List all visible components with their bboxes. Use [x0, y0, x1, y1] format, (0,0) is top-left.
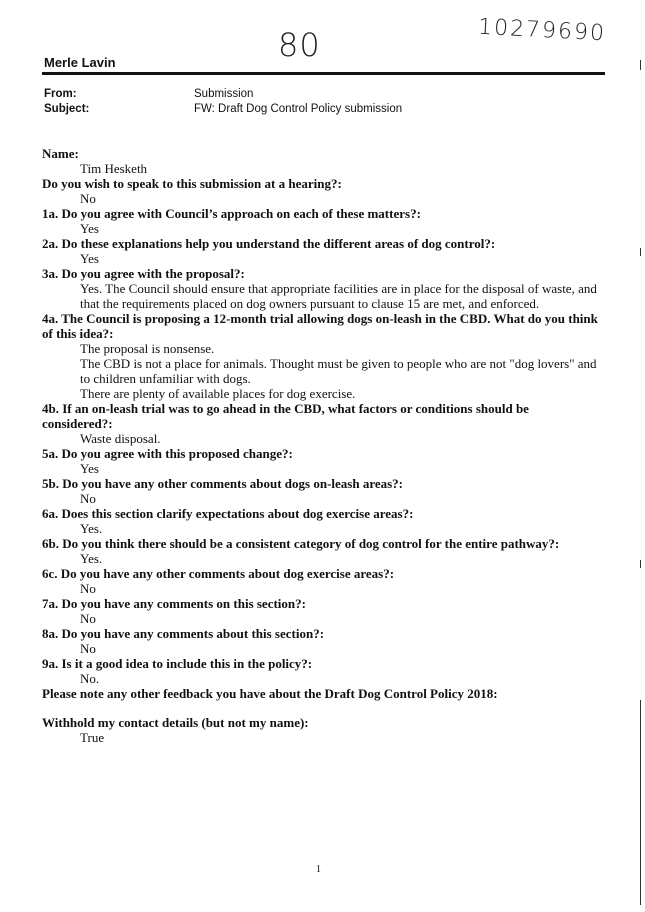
answer-3a-line: Yes. The Council should ensure that appropriate facilities are in place for the disposal of waste, and: [80, 281, 597, 296]
answer-3a-line: that the requirements placed on dog owners pursuant to clause 15 are met, and enforced.: [80, 296, 540, 311]
question-7a: 7a. Do you have any comments on this section?:: [42, 596, 306, 611]
answer-speak: No: [80, 191, 96, 206]
question-9a: 9a. Is it a good idea to include this in the policy?:: [42, 656, 313, 671]
blank-line: [42, 701, 602, 715]
question-4b: 4b. If an on-leash trial was to go ahead in the CBD, what factors or conditions should be considered?:: [42, 401, 529, 431]
question-6a: 6a. Does this section clarify expectations about dog exercise areas?:: [42, 506, 414, 521]
question-withhold: Withhold my contact details (but not my name):: [42, 715, 309, 730]
answer-4a-line: to children unfamiliar with dogs.: [80, 371, 251, 386]
answer-6b: Yes.: [80, 551, 103, 566]
answer-7a: No: [80, 611, 96, 626]
answer-withhold: True: [80, 730, 105, 745]
header-rule: [42, 72, 605, 75]
scan-edge-mark: [640, 248, 641, 256]
answer-4a-line: The proposal is nonsense.: [80, 341, 215, 356]
page-number: 1: [316, 864, 321, 875]
scan-edge-mark: [640, 560, 641, 568]
answer-6a: Yes.: [80, 521, 103, 536]
submission-form: [42, 146, 602, 745]
question-speak: Do you wish to speak to this submission at a hearing?:: [42, 176, 342, 191]
question-2a: 2a. Do these explanations help you understand the different areas of dog control?:: [42, 236, 496, 251]
question-5b: 5b. Do you have any other comments about dogs on-leash areas?:: [42, 476, 404, 491]
scan-edge-mark: [640, 60, 641, 70]
answer-8a: No: [80, 641, 96, 656]
subject-label: Subject:: [44, 103, 90, 115]
answer-1a: Yes: [80, 221, 99, 236]
question-8a: 8a. Do you have any comments about this section?:: [42, 626, 325, 641]
answer-5b: No: [80, 491, 96, 506]
answer-4a-line: The CBD is not a place for animals. Thought must be given to people who are not "dog lovers" and: [80, 356, 597, 371]
question-4a-line: 4a. The Council is proposing a 12-month trial allowing dogs on-leash in the CBD. What do you think: [42, 311, 598, 326]
scan-edge-mark: [640, 700, 641, 905]
question-6b: 6b. Do you think there should be a consistent category of dog control for the entire pathway?:: [42, 536, 560, 551]
answer-5a: Yes: [80, 461, 99, 476]
answer-9a: No.: [80, 671, 100, 686]
answer-2a: Yes: [80, 251, 99, 266]
question-6c: 6c. Do you have any other comments about dog exercise areas?:: [42, 566, 395, 581]
answer-name: Tim Hesketh: [80, 161, 148, 176]
answer-6c: No: [80, 581, 96, 596]
sender-name: Merle Lavin: [44, 55, 116, 70]
handwritten-page-number: 80: [278, 26, 321, 64]
from-label: From:: [44, 88, 77, 100]
question-3a: 3a. Do you agree with the proposal?:: [42, 266, 245, 281]
from-value: Submission: [194, 88, 254, 100]
question-feedback: Please note any other feedback you have about the Draft Dog Control Policy 2018:: [42, 686, 498, 701]
subject-value: FW: Draft Dog Control Policy submission: [194, 103, 403, 115]
question-5a: 5a. Do you agree with this proposed change?:: [42, 446, 293, 461]
handwritten-document-number: 10279690: [477, 14, 607, 47]
question-1a: 1a. Do you agree with Council’s approach on each of these matters?:: [42, 206, 421, 221]
answer-4b: Waste disposal.: [80, 431, 161, 446]
question-name: Name:: [42, 146, 79, 161]
question-4a-line: of this idea?:: [42, 326, 114, 341]
answer-4a-line: There are plenty of available places for dog exercise.: [80, 386, 356, 401]
